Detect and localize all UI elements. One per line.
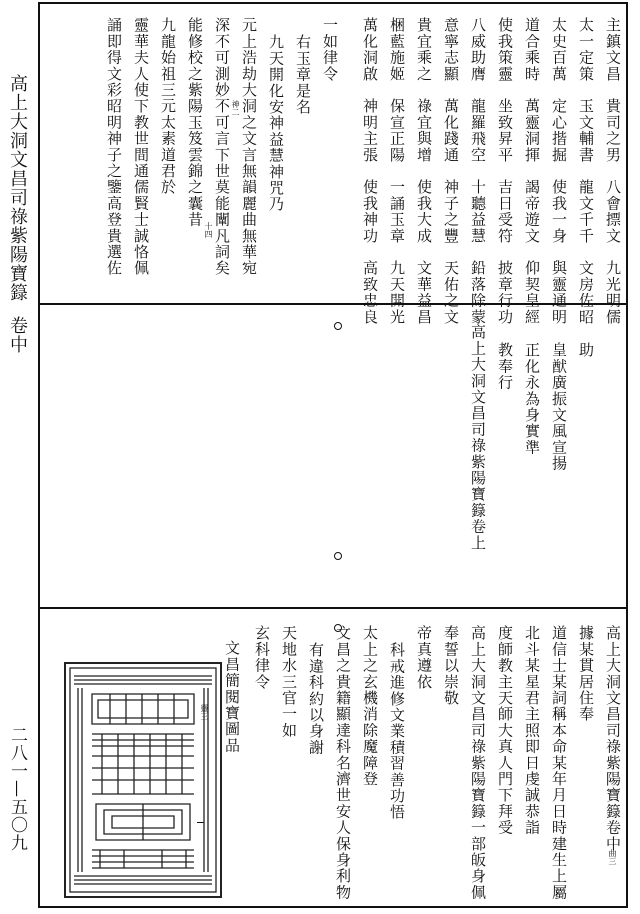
- ring-mark-middle-2: [334, 552, 342, 560]
- lower-column-4: 度師教主天師大真人門下拜受: [496, 625, 514, 836]
- page-frame: [38, 2, 628, 908]
- upper-column-1: 主鎮文昌 貴司之男 八會摽文 九光明儒: [604, 17, 622, 325]
- rite-column-5: 深不可測妙不可言下世莫能闡凡詞矣: [213, 17, 231, 277]
- middle-verse-1: 皇猷廣振文風宣揚: [550, 342, 568, 472]
- upper-column-4: 道合乘時 萬靈洞揮 謁帝遊文 仰契皇經: [523, 17, 541, 325]
- middle-colophon: 高上大洞文昌司祿紫陽寶籙卷上: [469, 324, 487, 551]
- rite-note-1: 神二: [231, 100, 240, 116]
- rite-column-2: 右玉章是名: [294, 34, 312, 115]
- middle-verse-2: 正化永為身實準: [523, 342, 541, 456]
- upper-column-5: 使我策靈 坐致昇平 吉日受符 披章行功: [496, 17, 514, 325]
- upper-column-8: 貴宜乘之 祿宜與增 使我大成 文華益昌: [415, 17, 433, 325]
- lower-column-10: 文昌之貴籍顯達科名濟世安人保身利物: [334, 625, 352, 901]
- upper-column-10: 萬化洞啟 神明主張 使我神功 高致忠良: [361, 17, 379, 325]
- seal-note: 靈三: [200, 704, 209, 720]
- lower-column-2: 道信士某詞稱本命某年月日時建生上屬: [550, 625, 568, 901]
- lower-heading-note: 曲三: [608, 849, 617, 865]
- rite-column-9: 誦即得文彩昭明神子之鑒高登貴選佐: [105, 17, 123, 277]
- lower-column-6: 奉誓以崇敬: [442, 625, 460, 706]
- talisman-seal-drawing: [66, 664, 220, 896]
- upper-column-7: 意寧志顯 萬化踐通 神子之豐 天佑之文: [442, 17, 460, 325]
- margin-volume: 卷中: [7, 316, 28, 354]
- upper-column-2: 太一定策 玉文輔書 龍文千千 文房佐昭: [577, 17, 595, 325]
- seal-title: 文昌簡閱寶圖品: [223, 640, 241, 754]
- upper-column-6: 八威助膺 龍羅飛空 十聽益慧 鉛落除蒙: [469, 17, 487, 325]
- lower-column-12: 天地水三官一如: [280, 625, 298, 739]
- lower-column-3: 北斗某星君主照即日虔誠恭詣: [523, 625, 541, 836]
- rite-column-4: 元上浩劫大洞之文言無韻麗曲無華宛: [240, 17, 258, 277]
- rite-column-8: 靈華夫人使下教世間通儒賢士誠恪佩: [132, 17, 150, 277]
- rite-note-2: 十四: [204, 222, 213, 238]
- lower-column-7: 帝真遵依: [415, 625, 433, 690]
- lower-column-1: 據某貫居住奉: [577, 625, 595, 723]
- rite-column-6: 能修校之紫陽玉笈雲錦之囊昔: [186, 17, 204, 228]
- upper-column-3: 太史百萬 定心揩掘 使我一身 與靈通明: [550, 17, 568, 325]
- middle-closing: 教奉行: [496, 342, 514, 391]
- lower-column-5: 高上大洞文昌司祿紫陽寶籙一部皈身佩: [469, 625, 487, 901]
- margin-page-number: 二八一—五〇九: [7, 726, 27, 852]
- ring-mark-middle-1: [334, 322, 342, 330]
- rite-column-7: 九龍始祖三元太素道君於: [159, 17, 177, 196]
- upper-column-9: 梱藍施姬 保宣正陽 一誦玉章 九天開光: [388, 17, 406, 325]
- lower-column-11: 有違科約以身謝: [307, 642, 325, 756]
- margin-title: 高上大洞文昌司祿紫陽寶籙: [7, 74, 28, 302]
- rite-column-1: 一如律令: [321, 17, 339, 82]
- lower-heading: 高上大洞文昌司祿紫陽寶籙卷中: [604, 625, 622, 852]
- lower-column-9: 太上之玄機消除魔障登: [361, 625, 379, 787]
- lower-column-13: 玄科律令: [253, 625, 271, 690]
- middle-help: 助: [577, 342, 595, 359]
- bottom-divider: [40, 607, 626, 609]
- rite-column-3: 九天開化安神益慧神咒乃: [267, 34, 285, 213]
- talisman-seal: [64, 662, 222, 898]
- lower-column-8: 科戒進修文業積習善功悟: [388, 642, 406, 821]
